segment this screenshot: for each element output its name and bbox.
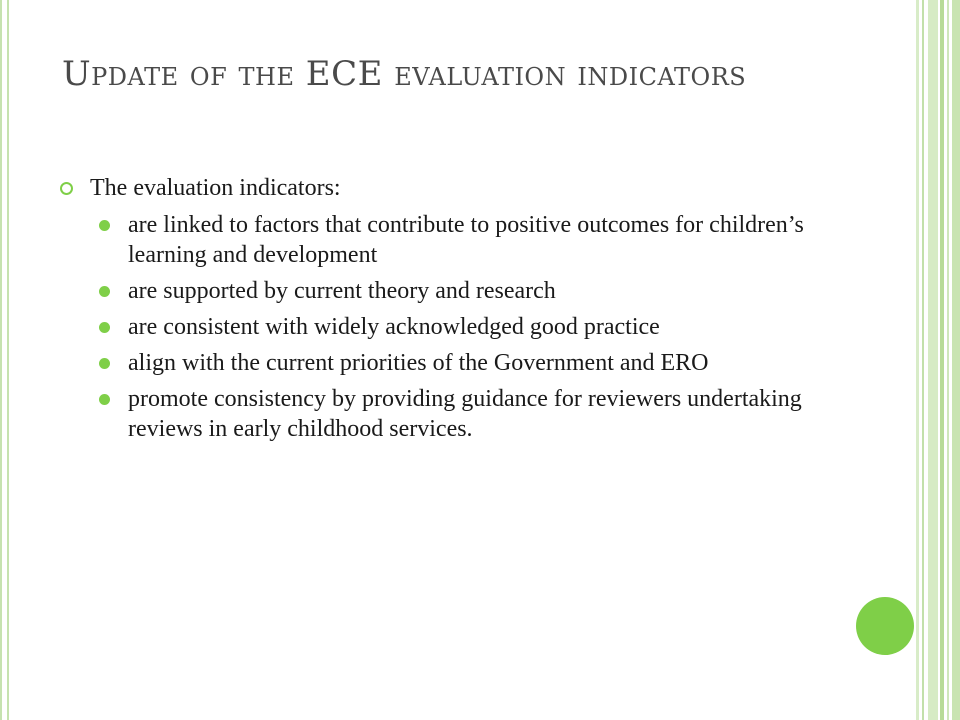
ring-bullet-icon <box>60 182 73 195</box>
dot-bullet-icon <box>99 322 110 333</box>
level1-bullet-text: The evaluation indicators: <box>90 175 341 201</box>
list-item-text: are supported by current theory and research <box>128 278 556 304</box>
stripe <box>940 0 944 720</box>
left-border-decoration <box>0 0 9 720</box>
dot-bullet-icon <box>99 286 110 297</box>
stripe <box>922 0 924 720</box>
stripe <box>952 0 960 720</box>
list-item <box>98 276 850 306</box>
slide-content <box>60 170 850 450</box>
level1-bullet-item <box>60 170 850 206</box>
list-item-text: promote consistency by providing guidance for reviewers undertaking reviews in early childhood services. <box>128 386 802 442</box>
right-stripes-decoration <box>916 0 960 720</box>
list-item-text: are linked to factors that contribute to positive outcomes for children’s learning and development <box>128 212 804 268</box>
dot-bullet-icon <box>99 358 110 369</box>
list-item <box>98 384 850 444</box>
decorative-green-circle <box>856 597 914 655</box>
sub-bullet-list <box>60 210 850 444</box>
list-item-text: are consistent with widely acknowledged good practice <box>128 314 660 340</box>
stripe <box>916 0 919 720</box>
stripe <box>928 0 938 720</box>
list-item <box>98 348 850 378</box>
dot-bullet-icon <box>99 394 110 405</box>
list-item <box>98 210 850 270</box>
list-item-text: align with the current priorities of the Government and ERO <box>128 350 709 376</box>
list-item <box>98 312 850 342</box>
slide-title: Update of the ECE evaluation indicators <box>62 54 747 94</box>
dot-bullet-icon <box>99 220 110 231</box>
stripe <box>947 0 949 720</box>
